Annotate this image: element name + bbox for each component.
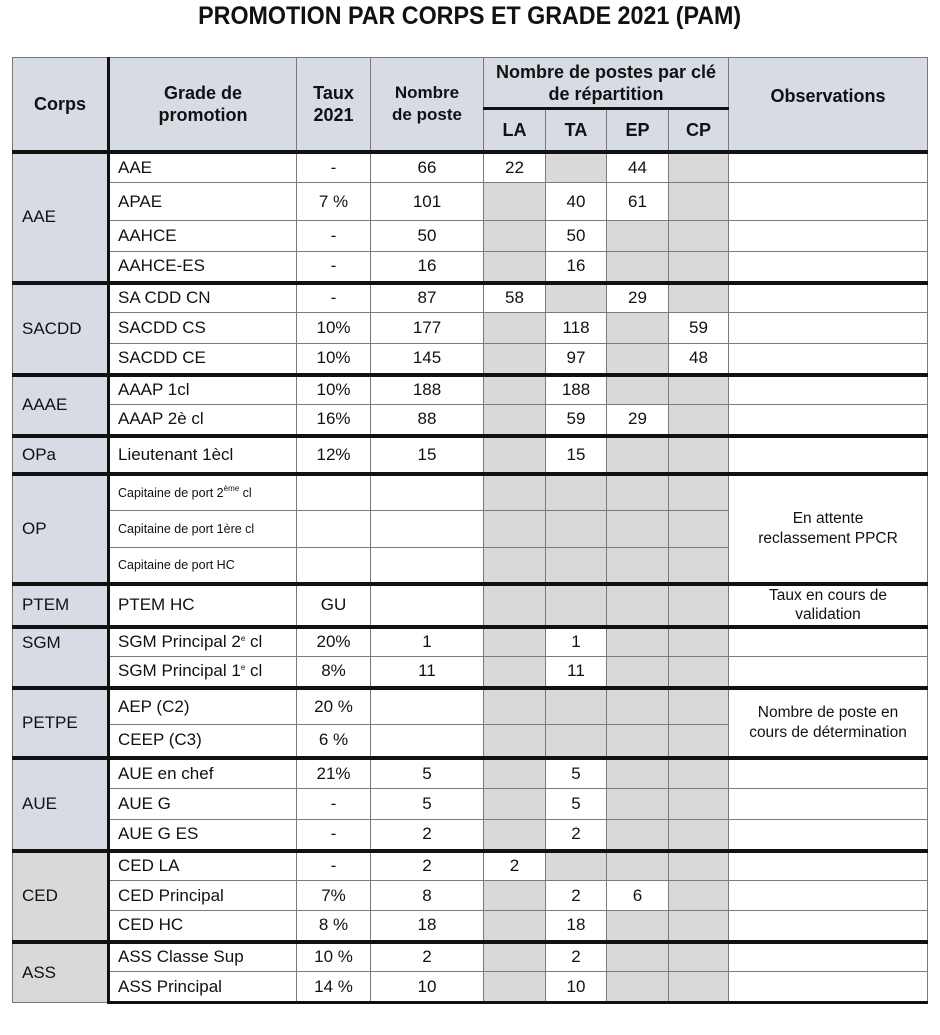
taux-cell: 20 % (297, 688, 371, 725)
nombre-cell: 101 (371, 183, 484, 221)
grade-text: SGM Principal 1 (118, 661, 241, 681)
la-cell (484, 474, 546, 511)
la-cell (484, 548, 546, 584)
ep-cell (607, 911, 669, 942)
ep-cell (607, 474, 669, 511)
grade-superscript: e (240, 663, 246, 673)
table-row (13, 942, 928, 972)
taux-cell: 10% (297, 313, 371, 344)
la-cell: 58 (484, 283, 546, 313)
grade-cell: SA CDD CN (109, 283, 297, 313)
ta-cell: 2 (546, 881, 607, 911)
observations-cell (729, 972, 928, 1003)
corps-cell: PTEM (13, 584, 109, 627)
taux-cell: - (297, 252, 371, 283)
cp-cell (669, 972, 729, 1003)
cp-cell (669, 436, 729, 474)
ep-cell (607, 942, 669, 972)
header-observations: Observations (729, 58, 928, 152)
grade-cell: SACDD CE (109, 344, 297, 375)
grade-cell: AAAP 2è cl (109, 405, 297, 436)
table-body (13, 152, 928, 1003)
ta-cell (546, 725, 607, 758)
ep-cell (607, 548, 669, 584)
cp-cell (669, 942, 729, 972)
cp-cell (669, 627, 729, 657)
cp-cell: 59 (669, 313, 729, 344)
grade-text: Capitaine de port 2 (118, 485, 224, 500)
la-cell (484, 789, 546, 820)
ta-cell: 2 (546, 942, 607, 972)
table-row (13, 911, 928, 942)
table-row (13, 221, 928, 252)
cp-cell (669, 820, 729, 851)
ta-cell: 11 (546, 657, 607, 688)
observations-cell (729, 758, 928, 789)
ta-cell: 118 (546, 313, 607, 344)
taux-cell: GU (297, 584, 371, 627)
observations-cell (729, 820, 928, 851)
ep-cell (607, 511, 669, 548)
nombre-cell: 87 (371, 283, 484, 313)
observations-cell: En attente reclassement PPCR (729, 474, 928, 584)
la-cell (484, 405, 546, 436)
cp-cell (669, 881, 729, 911)
ep-cell (607, 344, 669, 375)
taux-cell: 10 % (297, 942, 371, 972)
table-row (13, 405, 928, 436)
observations-cell (729, 313, 928, 344)
table-row (13, 344, 928, 375)
grade-cell: Capitaine de port 1ère cl (109, 511, 297, 548)
nombre-cell (371, 474, 484, 511)
ep-cell (607, 252, 669, 283)
ta-cell: 5 (546, 789, 607, 820)
taux-cell: - (297, 851, 371, 881)
ep-cell (607, 375, 669, 405)
promotion-table (12, 57, 928, 1004)
observations-cell (729, 252, 928, 283)
ta-cell: 2 (546, 820, 607, 851)
nombre-cell: 16 (371, 252, 484, 283)
grade-text: SGM Principal 2 (118, 632, 241, 652)
observations-cell (729, 789, 928, 820)
taux-cell: 10% (297, 344, 371, 375)
la-cell (484, 758, 546, 789)
la-cell (484, 820, 546, 851)
observations-cell (729, 657, 928, 688)
grade-cell: AAHCE (109, 221, 297, 252)
la-cell (484, 584, 546, 627)
table-row (13, 881, 928, 911)
ep-cell (607, 758, 669, 789)
nombre-cell: 188 (371, 375, 484, 405)
cp-cell (669, 911, 729, 942)
nombre-cell: 8 (371, 881, 484, 911)
taux-cell: 12% (297, 436, 371, 474)
nombre-cell: 15 (371, 436, 484, 474)
nombre-cell: 88 (371, 405, 484, 436)
cp-cell (669, 221, 729, 252)
taux-cell: 8 % (297, 911, 371, 942)
observations-cell (729, 183, 928, 221)
grade-cell: AUE G ES (109, 820, 297, 851)
observations-cell (729, 881, 928, 911)
grade-cell: AEP (C2) (109, 688, 297, 725)
nombre-cell: 11 (371, 657, 484, 688)
ta-cell: 18 (546, 911, 607, 942)
observations-cell (729, 152, 928, 183)
observations-cell: Taux en cours de validation (729, 584, 928, 627)
ta-cell: 10 (546, 972, 607, 1003)
table-row (13, 283, 928, 313)
corps-cell: AAAE (13, 375, 109, 436)
ta-cell (546, 851, 607, 881)
taux-cell: 7 % (297, 183, 371, 221)
ep-cell (607, 436, 669, 474)
header-nombre: Nombre de poste (371, 58, 484, 152)
grade-cell: CED Principal (109, 881, 297, 911)
corps-cell: SGM (13, 627, 109, 688)
ta-cell (546, 688, 607, 725)
grade-cell: APAE (109, 183, 297, 221)
grade-suffix: cl (239, 485, 252, 500)
table-row (13, 972, 928, 1003)
taux-cell: 10% (297, 375, 371, 405)
table-row (13, 436, 928, 474)
ep-cell (607, 789, 669, 820)
table-row (13, 183, 928, 221)
page-title: PROMOTION PAR CORPS ET GRADE 2021 (PAM) (198, 2, 742, 30)
nombre-cell: 5 (371, 758, 484, 789)
taux-cell: 7% (297, 881, 371, 911)
la-cell: 22 (484, 152, 546, 183)
la-cell (484, 313, 546, 344)
corps-cell: AAE (13, 152, 109, 283)
ta-cell: 50 (546, 221, 607, 252)
la-cell (484, 252, 546, 283)
ta-cell: 40 (546, 183, 607, 221)
observations-cell (729, 627, 928, 657)
grade-cell (109, 627, 297, 657)
table-row (13, 657, 928, 688)
table-row (13, 152, 928, 183)
ep-cell: 6 (607, 881, 669, 911)
nombre-cell: 10 (371, 972, 484, 1003)
grade-cell: ASS Classe Sup (109, 942, 297, 972)
grade-superscript: ème (223, 483, 240, 493)
ep-cell: 29 (607, 283, 669, 313)
ep-cell (607, 725, 669, 758)
taux-cell: 6 % (297, 725, 371, 758)
grade-cell: AUE G (109, 789, 297, 820)
grade-cell: AAAP 1cl (109, 375, 297, 405)
header-ta: TA (546, 109, 607, 152)
table-row (13, 851, 928, 881)
ep-cell (607, 688, 669, 725)
nombre-cell (371, 688, 484, 725)
grade-cell: CEEP (C3) (109, 725, 297, 758)
taux-cell: - (297, 820, 371, 851)
nombre-cell: 177 (371, 313, 484, 344)
ep-cell (607, 972, 669, 1003)
corps-cell: PETPE (13, 688, 109, 758)
ta-cell: 188 (546, 375, 607, 405)
la-cell (484, 881, 546, 911)
corps-cell: SACDD (13, 283, 109, 375)
corps-cell: OPa (13, 436, 109, 474)
nombre-cell (371, 725, 484, 758)
ep-cell (607, 627, 669, 657)
cp-cell (669, 511, 729, 548)
observations-cell (729, 344, 928, 375)
nombre-cell: 18 (371, 911, 484, 942)
nombre-cell: 1 (371, 627, 484, 657)
cp-cell (669, 688, 729, 725)
ep-cell: 44 (607, 152, 669, 183)
taux-cell: 20% (297, 627, 371, 657)
ep-cell (607, 584, 669, 627)
la-cell (484, 436, 546, 474)
ta-cell: 16 (546, 252, 607, 283)
header-la: LA (484, 109, 546, 152)
nombre-cell (371, 511, 484, 548)
ta-cell: 97 (546, 344, 607, 375)
nombre-cell (371, 584, 484, 627)
la-cell (484, 511, 546, 548)
la-cell (484, 688, 546, 725)
ta-cell (546, 584, 607, 627)
table-row (13, 789, 928, 820)
cp-cell (669, 548, 729, 584)
nombre-cell: 50 (371, 221, 484, 252)
la-cell (484, 221, 546, 252)
taux-cell: - (297, 283, 371, 313)
taux-cell: 21% (297, 758, 371, 789)
corps-cell: OP (13, 474, 109, 584)
observations-cell (729, 851, 928, 881)
la-cell (484, 911, 546, 942)
nombre-cell: 2 (371, 942, 484, 972)
grade-cell (109, 657, 297, 688)
observations-cell: Nombre de poste en cours de détermination (729, 688, 928, 758)
grade-superscript: e (240, 634, 246, 644)
grade-suffix: cl (245, 632, 263, 652)
ep-cell (607, 820, 669, 851)
table-row (13, 252, 928, 283)
cp-cell (669, 851, 729, 881)
la-cell (484, 942, 546, 972)
nombre-cell: 145 (371, 344, 484, 375)
observations-cell (729, 436, 928, 474)
cp-cell (669, 375, 729, 405)
grade-cell: Lieutenant 1ècl (109, 436, 297, 474)
la-cell (484, 344, 546, 375)
cp-cell (669, 283, 729, 313)
la-cell (484, 725, 546, 758)
taux-cell: 16% (297, 405, 371, 436)
la-cell (484, 972, 546, 1003)
taux-cell (297, 474, 371, 511)
la-cell (484, 183, 546, 221)
cp-cell (669, 252, 729, 283)
observations-cell (729, 911, 928, 942)
grade-cell: AUE en chef (109, 758, 297, 789)
grade-suffix: cl (245, 661, 263, 681)
taux-cell: 8% (297, 657, 371, 688)
table-row (13, 820, 928, 851)
grade-cell: AAE (109, 152, 297, 183)
header-taux: Taux 2021 (297, 58, 371, 152)
observations-cell (729, 375, 928, 405)
grade-cell (109, 474, 297, 511)
header-repartition: Nombre de postes par clé de répartition (484, 58, 729, 109)
cp-cell (669, 657, 729, 688)
table-row (13, 584, 928, 627)
observations-cell (729, 942, 928, 972)
ta-cell (546, 152, 607, 183)
taux-cell: - (297, 221, 371, 252)
ep-cell (607, 851, 669, 881)
table-row (13, 313, 928, 344)
taux-cell: - (297, 152, 371, 183)
la-cell (484, 657, 546, 688)
taux-cell (297, 511, 371, 548)
cp-cell: 48 (669, 344, 729, 375)
ta-cell (546, 283, 607, 313)
header-cp: CP (669, 109, 729, 152)
grade-cell: AAHCE-ES (109, 252, 297, 283)
nombre-cell: 5 (371, 789, 484, 820)
nombre-cell: 2 (371, 851, 484, 881)
observations-cell (729, 221, 928, 252)
grade-cell: ASS Principal (109, 972, 297, 1003)
corps-cell: CED (13, 851, 109, 942)
header-grade: Grade de promotion (109, 58, 297, 152)
grade-cell: CED LA (109, 851, 297, 881)
nombre-cell: 66 (371, 152, 484, 183)
la-cell: 2 (484, 851, 546, 881)
cp-cell (669, 152, 729, 183)
observations-cell (729, 283, 928, 313)
ep-cell (607, 221, 669, 252)
taux-cell: 14 % (297, 972, 371, 1003)
cp-cell (669, 584, 729, 627)
grade-cell: PTEM HC (109, 584, 297, 627)
ta-cell: 59 (546, 405, 607, 436)
table-row (13, 474, 928, 511)
taux-cell: - (297, 789, 371, 820)
grade-cell: CED HC (109, 911, 297, 942)
table-row (13, 627, 928, 657)
table-row (13, 688, 928, 725)
cp-cell (669, 405, 729, 436)
cp-cell (669, 183, 729, 221)
header-ep: EP (607, 109, 669, 152)
ta-cell (546, 548, 607, 584)
ta-cell: 1 (546, 627, 607, 657)
ta-cell: 15 (546, 436, 607, 474)
corps-cell: AUE (13, 758, 109, 851)
cp-cell (669, 474, 729, 511)
observations-cell (729, 405, 928, 436)
ta-cell (546, 474, 607, 511)
la-cell (484, 627, 546, 657)
nombre-cell (371, 548, 484, 584)
corps-cell: ASS (13, 942, 109, 1003)
taux-cell (297, 548, 371, 584)
ep-cell (607, 657, 669, 688)
grade-cell: Capitaine de port HC (109, 548, 297, 584)
la-cell (484, 375, 546, 405)
cp-cell (669, 725, 729, 758)
ta-cell (546, 511, 607, 548)
ep-cell (607, 313, 669, 344)
header-corps: Corps (13, 58, 109, 152)
table-row (13, 375, 928, 405)
cp-cell (669, 758, 729, 789)
table-row (13, 758, 928, 789)
ta-cell: 5 (546, 758, 607, 789)
cp-cell (669, 789, 729, 820)
ep-cell: 61 (607, 183, 669, 221)
ep-cell: 29 (607, 405, 669, 436)
nombre-cell: 2 (371, 820, 484, 851)
grade-cell: SACDD CS (109, 313, 297, 344)
